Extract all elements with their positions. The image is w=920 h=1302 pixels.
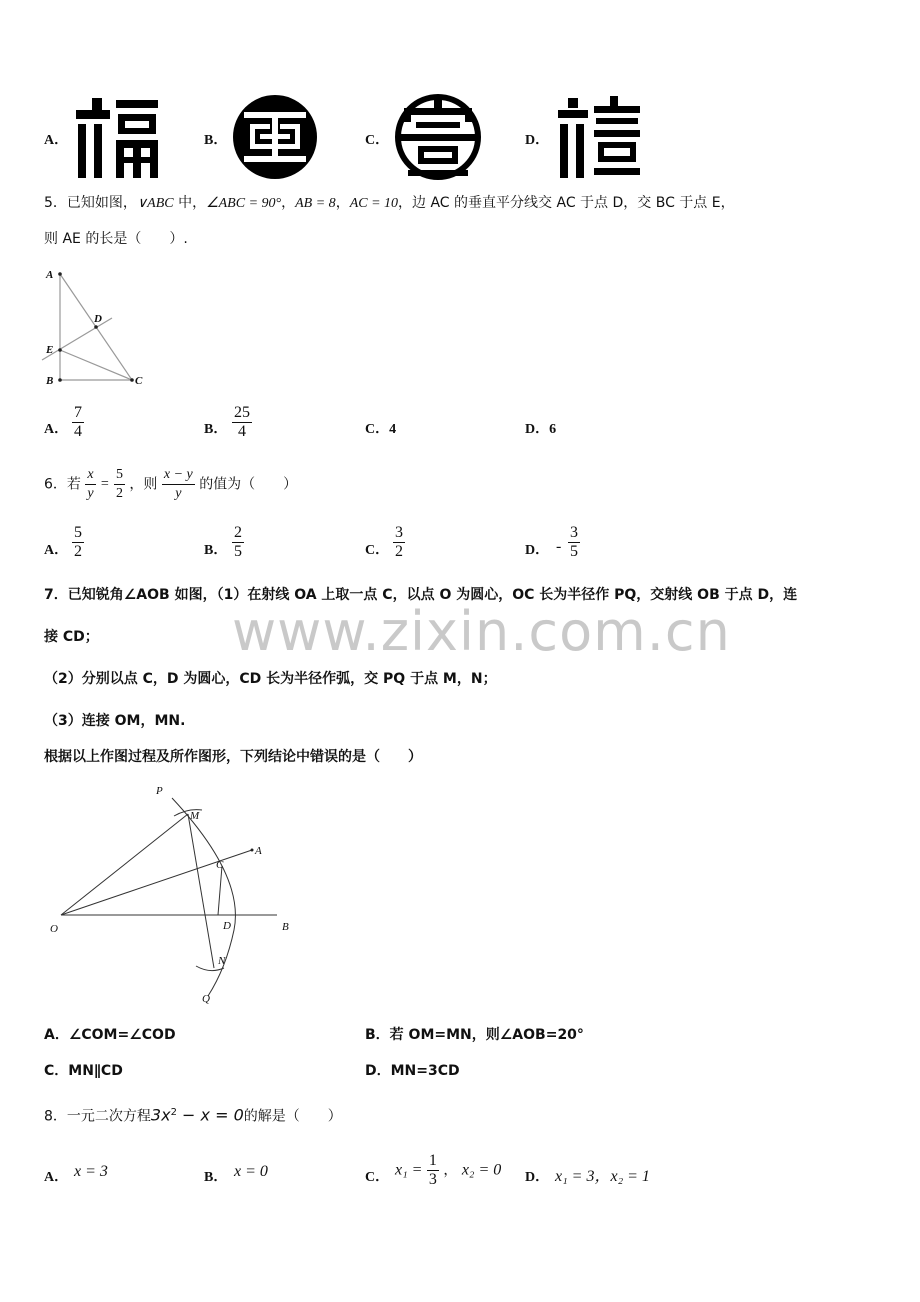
q7-label-c: C	[216, 859, 224, 871]
watermark: www.zixin.com.cn	[232, 600, 731, 663]
q5-question-line1: 5．已知如图，∨ABC 中，∠ABC = 90°，AB = 8，AC = 10，边 AC 的垂直平分线交 AC 于点 D，交 BC 于点 E，	[44, 195, 735, 211]
fu-seal-character-icon	[72, 94, 162, 180]
q4-option-d-label: D．	[525, 133, 550, 148]
q7-label-a: A	[255, 845, 262, 857]
q4-option-b-label: B．	[204, 133, 228, 148]
q7-option-a: A．∠COM=∠COD	[44, 1027, 176, 1043]
q5-question-line2: 则 AE 的长是（ ）.	[44, 231, 188, 247]
q5-option-c: C．4	[365, 422, 397, 437]
q7-option-d: D．MN=3CD	[365, 1063, 460, 1079]
q6-option-d-sign: -	[556, 538, 562, 555]
q5-label-b: B	[46, 375, 54, 387]
q7-question-line5: 根据以上作图过程及所作图形，下列结论中错误的是（ ）	[44, 749, 422, 765]
q5-option-d: D．6	[525, 422, 557, 437]
q5-label-c: C	[135, 375, 143, 387]
q7-question-line1: 7．已知锐角∠AOB 如图，（1）在射线 OA 上取一点 C，以点 O 为圆心，OC 长为半径作 PQ，交射线 OB 于点 D，连	[44, 587, 798, 603]
q8-option-a-label: A．	[44, 1170, 69, 1185]
q5-option-b-label: B．	[204, 422, 228, 437]
q8-option-a-value: x = 3	[74, 1163, 108, 1180]
q8-option-d-label: D．	[525, 1170, 550, 1185]
q7-label-q: Q	[202, 993, 210, 1005]
q7-option-b: B．若 OM=MN，则∠AOB=20°	[365, 1027, 584, 1043]
q8-question: 8．一元二次方程$3x^2 - x = 0$的解是（ ）	[44, 1105, 342, 1125]
q5-option-a-value: $\frac{7}{4}$	[74, 404, 82, 440]
xi-seal-character-icon	[554, 94, 644, 180]
q8-option-b-value: x = 0	[234, 1163, 268, 1180]
q7-label-p: P	[156, 785, 163, 797]
q6-option-c-value: $\frac{3}{2}$	[395, 524, 403, 560]
q5-label-a: A	[46, 269, 54, 281]
shou-round-seal-icon	[394, 94, 482, 180]
q7-question-line2: 接 CD；	[44, 629, 99, 645]
q5-label-d: D	[94, 313, 102, 325]
q7-label-b: B	[282, 921, 289, 933]
q7-label-o: O	[50, 923, 58, 935]
q4-option-a-label: A．	[44, 133, 69, 148]
q6-option-a-value: $\frac{5}{2}$	[74, 524, 82, 560]
q7-question-line4: （3）连接 OM，MN.	[44, 713, 186, 729]
q5-label-e: E	[46, 344, 54, 356]
q7-label-d: D	[223, 920, 231, 932]
q4-option-c-label: C．	[365, 133, 390, 148]
q8-option-b-label: B．	[204, 1170, 228, 1185]
q7-label-n: N	[218, 955, 226, 967]
q6-option-b-label: B．	[204, 543, 228, 558]
q6-option-d-label: D．	[525, 543, 550, 558]
q6-question: 6．若 $\frac{x}{y}$ = $\frac{5}{2}$ ，则 $\frac{x - y}{y}$ 的值为（ ）	[44, 467, 298, 501]
q8-option-d-value: x₁ = 3，x₂ = 1	[555, 1168, 650, 1185]
q6-option-b-value: $\frac{2}{5}$	[234, 524, 242, 560]
q7-question-line3: （2）分别以点 C，D 为圆心，CD 长为半径作弧，交 PQ 于点 M，N；	[44, 671, 497, 687]
q8-option-c-label: C．	[365, 1170, 390, 1185]
lu-round-seal-icon	[232, 94, 318, 180]
q5-option-a-label: A．	[44, 422, 69, 437]
q5-option-b-value: $\frac{25}{4}$	[234, 404, 250, 440]
q7-option-c: C．MN∥CD	[44, 1063, 123, 1079]
q6-option-d-value: $\frac{3}{5}$	[570, 524, 578, 560]
q7-label-m: M	[190, 810, 200, 822]
q7-construction-figure	[40, 780, 310, 1010]
q5-triangle-figure	[40, 264, 160, 392]
q6-option-a-label: A．	[44, 543, 69, 558]
q6-option-c-label: C．	[365, 543, 390, 558]
q8-option-c-value: x₁ = $\frac{1}{3}$ ， x₂ = 0	[395, 1152, 502, 1188]
